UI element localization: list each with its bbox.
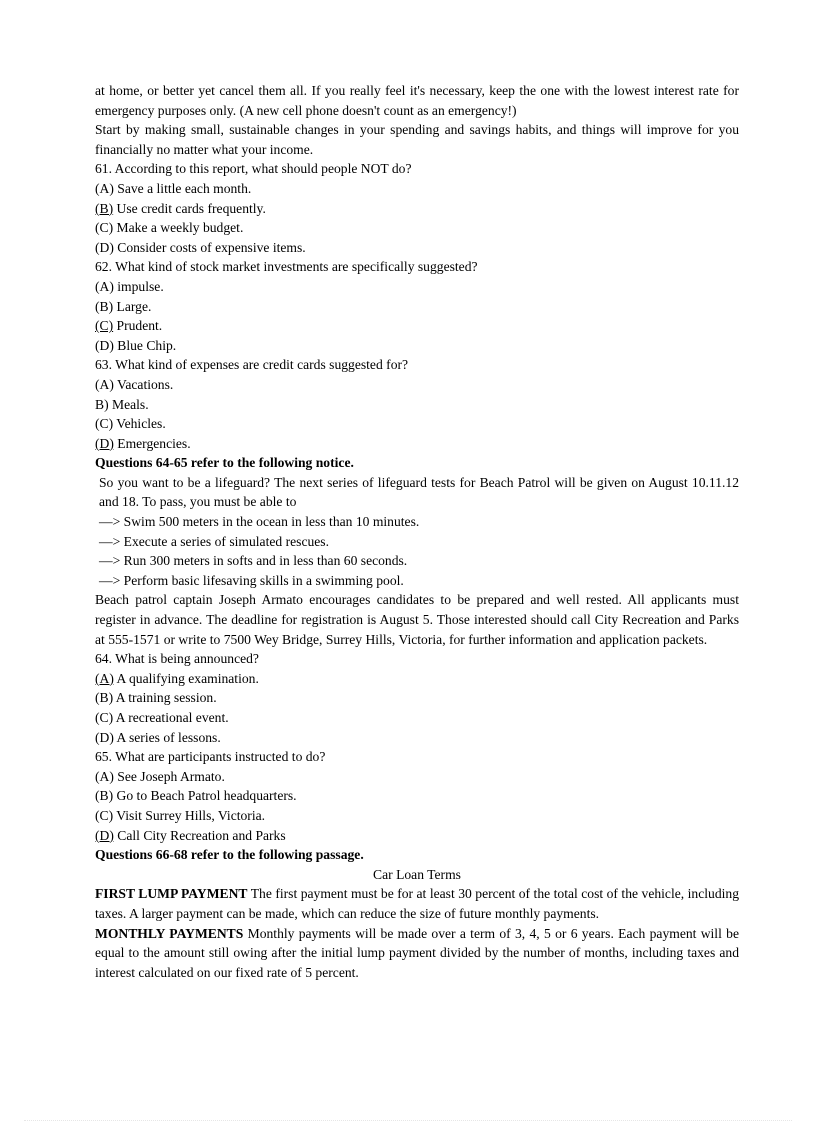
document-content	[95, 81, 739, 982]
passage-section-first-lump: FIRST LUMP PAYMENT The first payment must be for at least 30 percent of the total cost of the vehicle, including taxes. A larger payment can be made, which can reduce the size of future monthly payments.	[95, 886, 739, 921]
option-62-a: (A) impulse.	[95, 278, 164, 294]
answer-mark: (D)	[95, 435, 114, 451]
option-61-d: (D) Consider costs of expensive items.	[95, 239, 306, 255]
option-61-c: (C) Make a weekly budget.	[95, 220, 244, 236]
notice-item-2: —> Execute a series of simulated rescues.	[99, 533, 329, 549]
question-64: 64. What is being announced?	[95, 651, 259, 667]
passage-heading: Questions 66-68 refer to the following passage.	[95, 847, 364, 863]
option-63-a: (A) Vacations.	[95, 376, 174, 392]
option-61-b: (B) Use credit cards frequently.	[95, 200, 266, 216]
intro-paragraph-2: Start by making small, sustainable changes in your spending and savings habits, and things will improve for you financially no matter what your income.	[95, 122, 739, 157]
question-65: 65. What are participants instructed to do?	[95, 749, 326, 765]
option-65-c: (C) Visit Surrey Hills, Victoria.	[95, 807, 266, 823]
option-65-a: (A) See Joseph Armato.	[95, 768, 225, 784]
option-62-c: (C) Prudent.	[95, 318, 163, 334]
footer-divider	[24, 1120, 792, 1121]
notice-item-4: —> Perform basic lifesaving skills in a swimming pool.	[99, 572, 404, 588]
option-65-d: (D) Call City Recreation and Parks	[95, 827, 286, 843]
notice-item-3: —> Run 300 meters in softs and in less than 60 seconds.	[99, 553, 408, 569]
option-64-a: (A) A qualifying examination.	[95, 670, 259, 686]
question-62: 62. What kind of stock market investments are specifically suggested?	[95, 259, 478, 275]
answer-mark: (B)	[95, 200, 114, 216]
option-63-b: B) Meals.	[95, 396, 149, 412]
passage-section-monthly: MONTHLY PAYMENTS Monthly payments will be made over a term of 3, 4, 5 or 6 years. Each payment will be equal to the amount still owing after the initial lump payment divided by the number of months, including taxes and interest calculated on our fixed rate of 5 percent.	[95, 925, 739, 980]
notice-heading: Questions 64-65 refer to the following notice.	[95, 455, 354, 471]
option-63-d: (D) Emergencies.	[95, 435, 191, 451]
passage-title: Car Loan Terms	[373, 866, 461, 882]
notice-closing: Beach patrol captain Joseph Armato encourages candidates to be prepared and well rested. All applicants must register in advance. The deadline for registration is August 5. Those interested should call City Recreation and Parks at 555-1571 or write to 7500 Wey Bridge, Surrey Hills, Victoria, for further information and application packets.	[95, 592, 739, 647]
option-61-a: (A) Save a little each month.	[95, 180, 252, 196]
question-63: 63. What kind of expenses are credit cards suggested for?	[95, 357, 409, 373]
notice-intro: So you want to be a lifeguard? The next series of lifeguard tests for Beach Patrol will be given on August 10.11.12 and 18. To pass, you must be able to	[99, 474, 739, 510]
answer-mark: (D)	[95, 827, 114, 843]
answer-mark: (C)	[95, 318, 114, 334]
option-64-d: (D) A series of lessons.	[95, 729, 221, 745]
notice-item-1: —> Swim 500 meters in the ocean in less than 10 minutes.	[99, 514, 420, 530]
option-63-c: (C) Vehicles.	[95, 416, 166, 432]
answer-mark: (A)	[95, 670, 114, 686]
option-62-b: (B) Large.	[95, 298, 152, 314]
option-65-b: (B) Go to Beach Patrol headquarters.	[95, 788, 297, 804]
intro-paragraph-1: at home, or better yet cancel them all. If you really feel it's necessary, keep the one with the lowest interest rate for emergency purposes only. (A new cell phone doesn't count as an emergency!)	[95, 83, 739, 118]
option-64-b: (B) A training session.	[95, 690, 217, 706]
option-64-c: (C) A recreational event.	[95, 710, 229, 725]
option-62-d: (D) Blue Chip.	[95, 337, 177, 353]
question-61: 61. According to this report, what should people NOT do?	[95, 161, 412, 177]
